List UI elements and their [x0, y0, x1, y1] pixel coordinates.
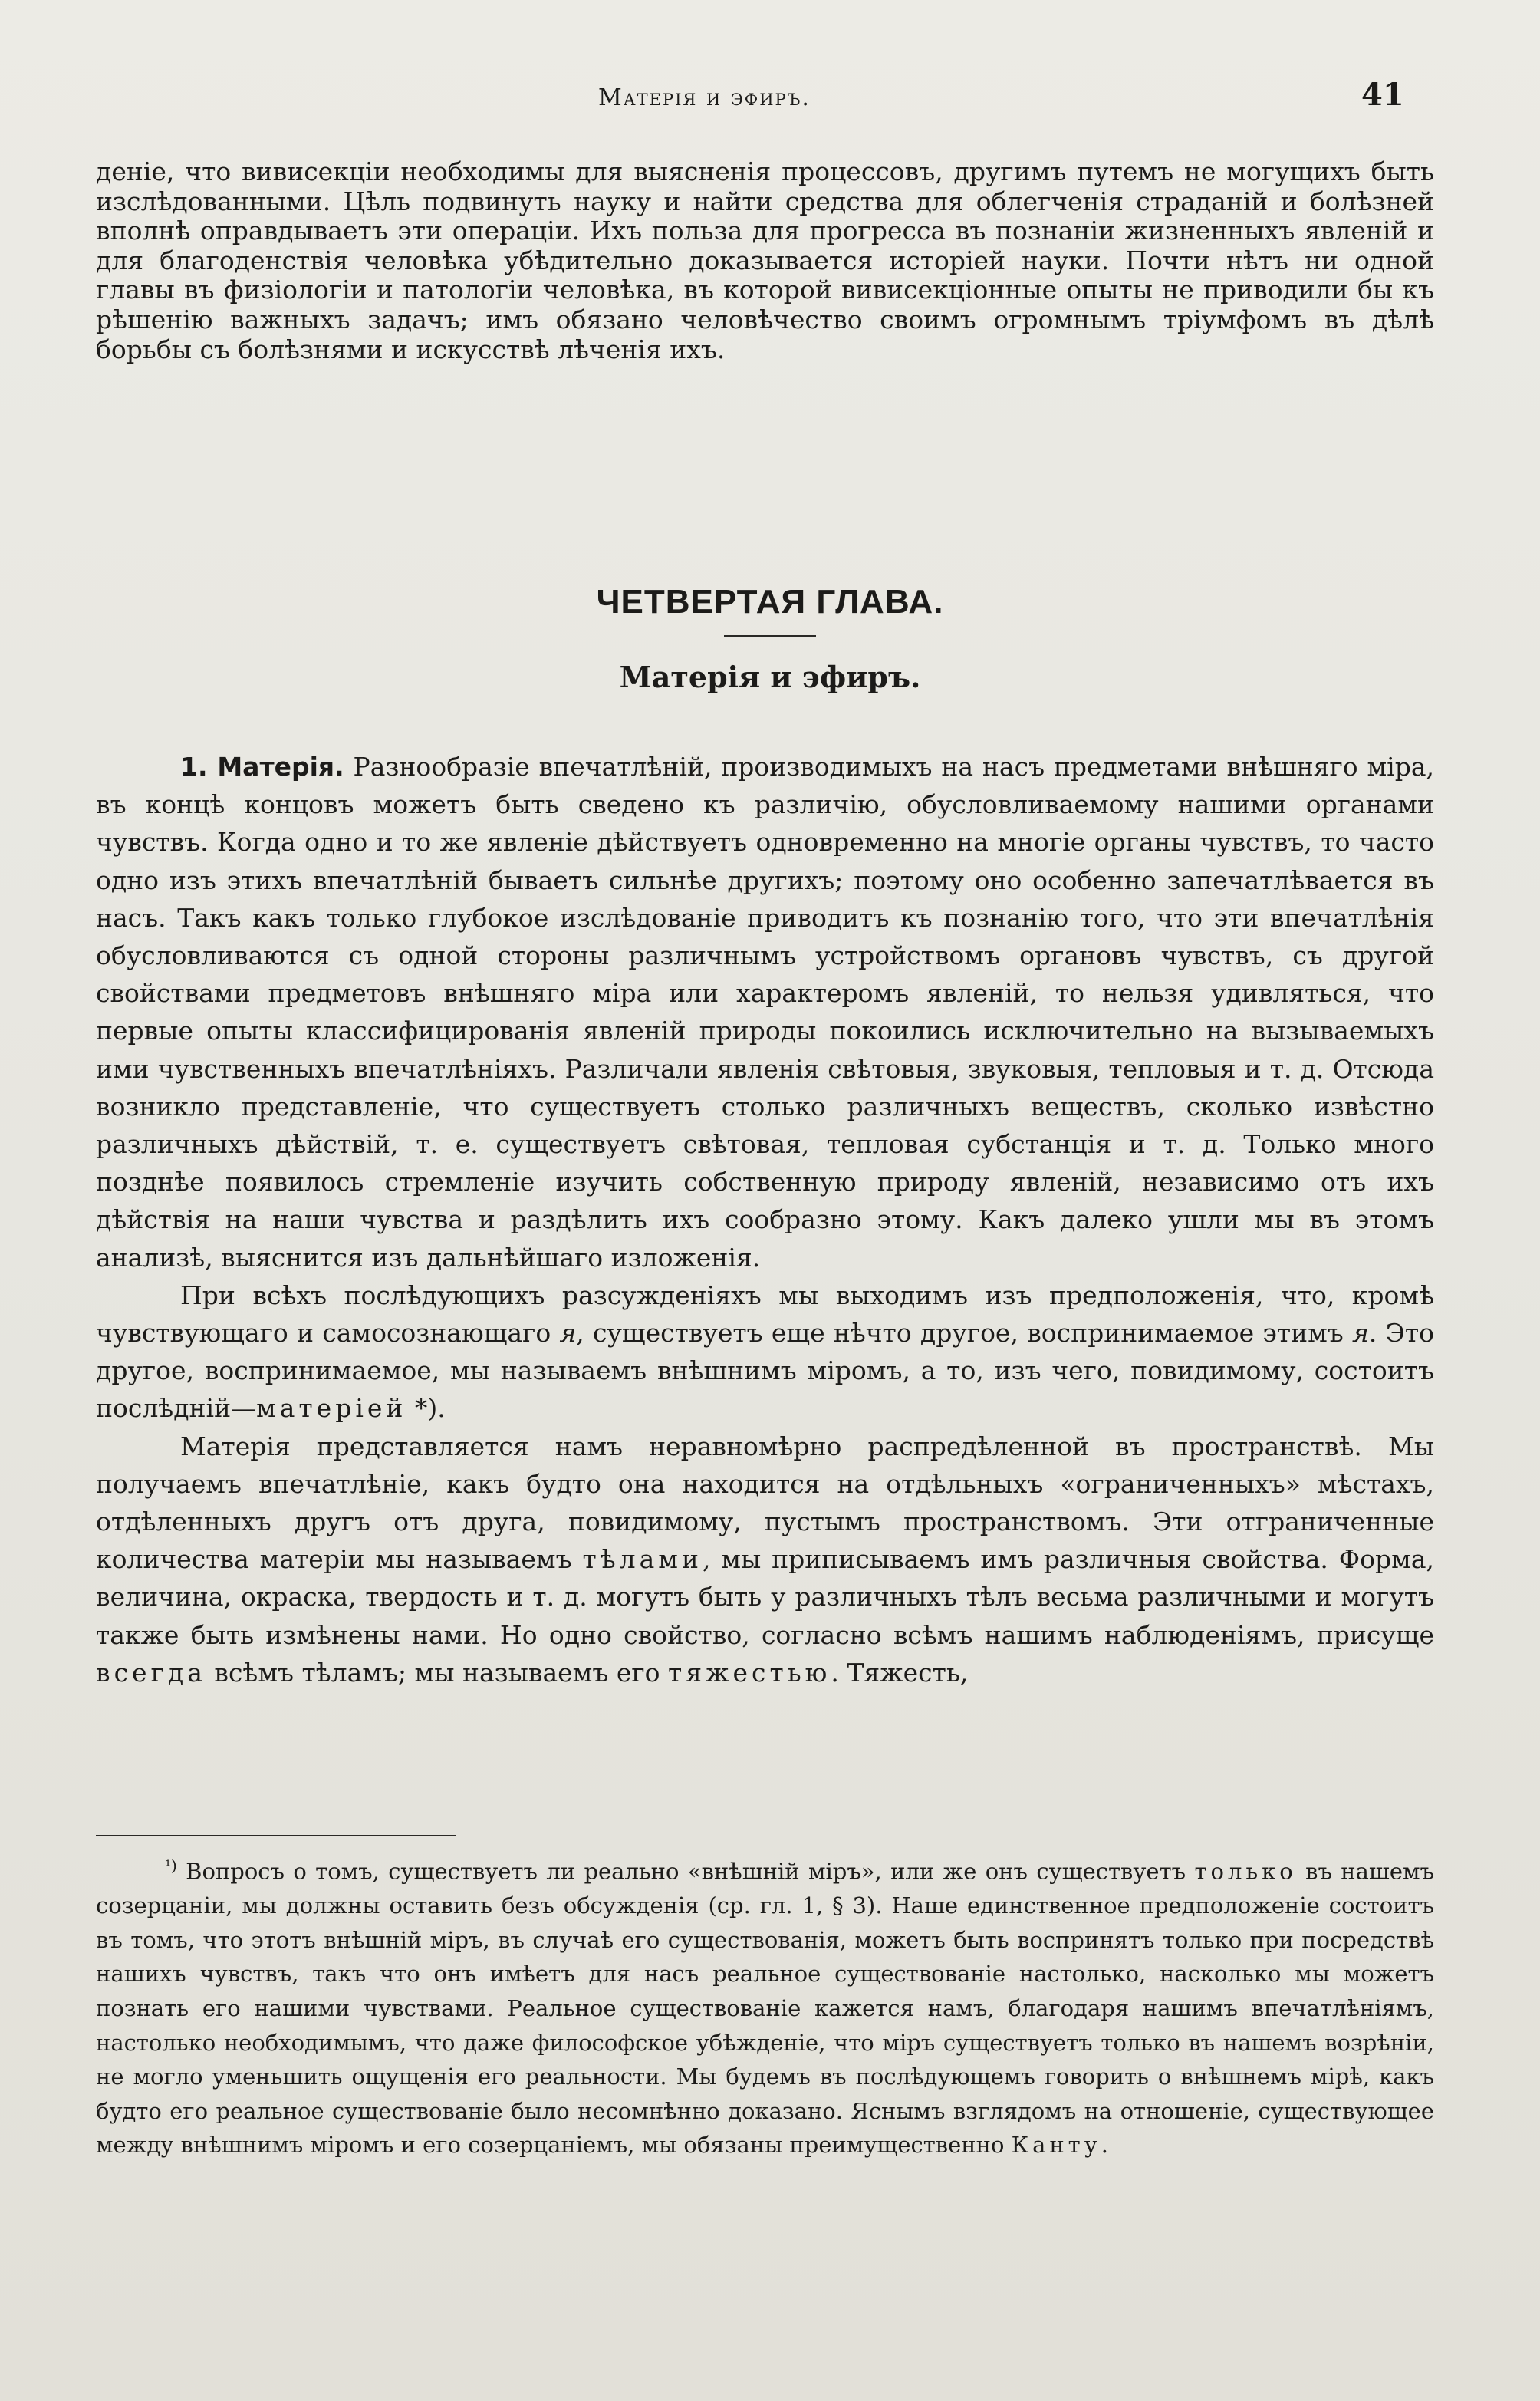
- footnote-text-b: въ нашемъ созерцаніи, мы должны оставить безъ обсужденія (ср. гл. 1, § 3). Наше единственное предположеніе состоитъ въ томъ, что этотъ внѣшній міръ, въ случаѣ его существованія, можетъ быть воспринятъ только при посредствѣ нашихъ чувствъ, такъ что онъ имѣетъ для насъ реальное существованіе настолько, насколько мы можетъ познать его нашими чувствами. Реальное существованіе кажется намъ, благодаря нашимъ впечатлѣніямъ, настолько необходимымъ, что даже философское убѣжденіе, что міръ существуетъ только въ нашемъ возрѣніи, не могло уменьшить ощущенія его реальности. Мы будемъ въ послѣдующемъ говорить о внѣшнемъ мірѣ, какъ будто его реальное существованіе было несомнѣнно доказано. Яснымъ взглядомъ на отношеніе, существующее между внѣшнимъ міромъ и его созерцаніемъ, мы обязаны преимущественно: [96, 1858, 1434, 2159]
- footnote-paragraph: [96, 1849, 1434, 2162]
- paragraph-3-text-c: всѣмъ тѣламъ; мы называемъ его: [206, 1657, 669, 1688]
- section-1-lead: 1. Матерія.: [180, 752, 344, 782]
- paragraph-3-text-a: Матерія представляется намъ неравномѣрно распредѣленной въ пространствѣ. Мы получаемъ впечатлѣніе, какъ будто она находится на отдѣльныхъ «ограниченныхъ» мѣстахъ, отдѣленныхъ другъ отъ друга, повидимому, пустымъ пространствомъ. Эти отграниченные количества матеріи мы называемъ: [96, 1431, 1434, 1575]
- page-number: 41: [1361, 77, 1404, 113]
- section-1-paragraph: [96, 748, 1434, 1276]
- tyazhest-emphasis: тяжестью: [668, 1657, 831, 1688]
- footnote-ref: *).: [406, 1393, 446, 1424]
- materia-emphasis: матеріей: [256, 1393, 407, 1424]
- paragraph-3: [96, 1428, 1434, 1691]
- tela-emphasis: тѣлами: [582, 1544, 703, 1575]
- main-text: [96, 748, 1434, 1691]
- intro-text: [96, 157, 1434, 364]
- chapter-heading: [0, 583, 1540, 694]
- chapter-divider: [724, 635, 816, 637]
- section-1-text: Разнообразіе впечатлѣній, производимыхъ на насъ предметами внѣшняго міра, въ концѣ концовъ можетъ быть сведено къ различію, обусловливаемому нашими органами чувствъ. Когда одно и то же явленіе дѣйствуетъ одновременно на многіе органы чувствъ, то часто одно изъ этихъ впечатлѣній бываетъ сильнѣе другихъ; поэтому оно особенно запечатлѣвается въ насъ. Такъ какъ только глубокое изслѣдованіе приводитъ къ познанію того, что эти впечатлѣнія обусловливаются съ одной стороны различнымъ устройствомъ органовъ чувствъ, съ другой свойствами предметовъ внѣшняго міра или характеромъ явленій, то нельзя удивляться, что первые опыты классифицированія явленій природы покоились исключительно на вызываемыхъ ими чувственныхъ впечатлѣніяхъ. Различали явленія свѣтовыя, звуковыя, тепловыя и т. д. Отсюда возникло представленіе, что существуетъ столько различныхъ веществъ, сколько извѣстно различныхъ дѣйствій, т. е. существуетъ свѣтовая, тепловая субстанція и т. д. Только много позднѣе появилось стремленіе изучить собственную природу явленій, независимо отъ ихъ дѣйствія на наши чувства и раздѣлить ихъ сообразно этому. Какъ далеко ушли мы въ этомъ анализѣ, выяснится изъ дальнѣйшаго изложенія.: [96, 752, 1434, 1273]
- footnote-divider: [96, 1835, 456, 1836]
- paragraph-3-text-d: . Тяжесть,: [831, 1657, 969, 1688]
- paragraph-2-text-b: , существуетъ еще нѣчто другое, воспринимаемое этимъ: [576, 1318, 1353, 1349]
- tolko-emphasis: только: [1194, 1858, 1297, 1885]
- footnote-mark: ¹): [165, 1856, 177, 1875]
- footnote-text-end: .: [1101, 2132, 1109, 2159]
- kant-emphasis: Канту: [1011, 2132, 1101, 2159]
- footnote-text-a: Вопросъ о томъ, существуетъ ли реально «внѣшній міръ», или же онъ существуетъ: [176, 1858, 1195, 1885]
- footnote: [96, 1849, 1434, 2162]
- paragraph-2: [96, 1276, 1434, 1428]
- ya-italic: я: [559, 1318, 577, 1349]
- vsegda-emphasis: всегда: [96, 1657, 206, 1688]
- intro-paragraph: деніе, что вивисекціи необходимы для выясненія процессовъ, другимъ путемъ не могущихъ быть изслѣдованными. Цѣль подвинуть науку и найти средства для облегченія страданій и болѣзней вполнѣ оправдываетъ эти операціи. Ихъ польза для прогресса въ познаніи жизненныхъ явленій и для благоденствія человѣка убѣдительно доказывается исторіей науки. Почти нѣтъ ни одной главы въ физіологіи и патологіи человѣка, въ которой вивисекціонные опыты не приводили бы къ рѣшенію важныхъ задачъ; имъ обязано человѣчество своимъ огромнымъ тріумфомъ въ дѣлѣ борьбы съ болѣзнями и искусствѣ лѣченія ихъ.: [96, 156, 1434, 364]
- chapter-title: ЧЕТВЕРТАЯ ГЛАВА.: [596, 583, 944, 621]
- paragraph-3-text-b: , мы приписываемъ имъ различныя свойства. Форма, величина, окраска, твердость и т. д. могутъ быть у различныхъ тѣлъ весьма различными и могутъ также быть измѣнены нами. Но одно свойство, согласно всѣмъ нашимъ наблюденіямъ, присуще: [96, 1544, 1434, 1650]
- paragraph-2-text-a: При всѣхъ послѣдующихъ разсужденіяхъ мы выходимъ изъ предположенія, что, кромѣ чувствующаго и самосознающаго: [96, 1280, 1434, 1349]
- ya-italic-2: я: [1352, 1318, 1369, 1349]
- chapter-subtitle: Матерія и эфиръ.: [619, 660, 921, 694]
- paragraph-2-text-c: . Это другое, воспринимаемое, мы называемъ внѣшнимъ міромъ, а то, изъ чего, повидимому, состоитъ послѣдній—: [96, 1318, 1434, 1424]
- running-title: Матерія и эфиръ.: [598, 84, 811, 111]
- running-head: [0, 77, 1540, 123]
